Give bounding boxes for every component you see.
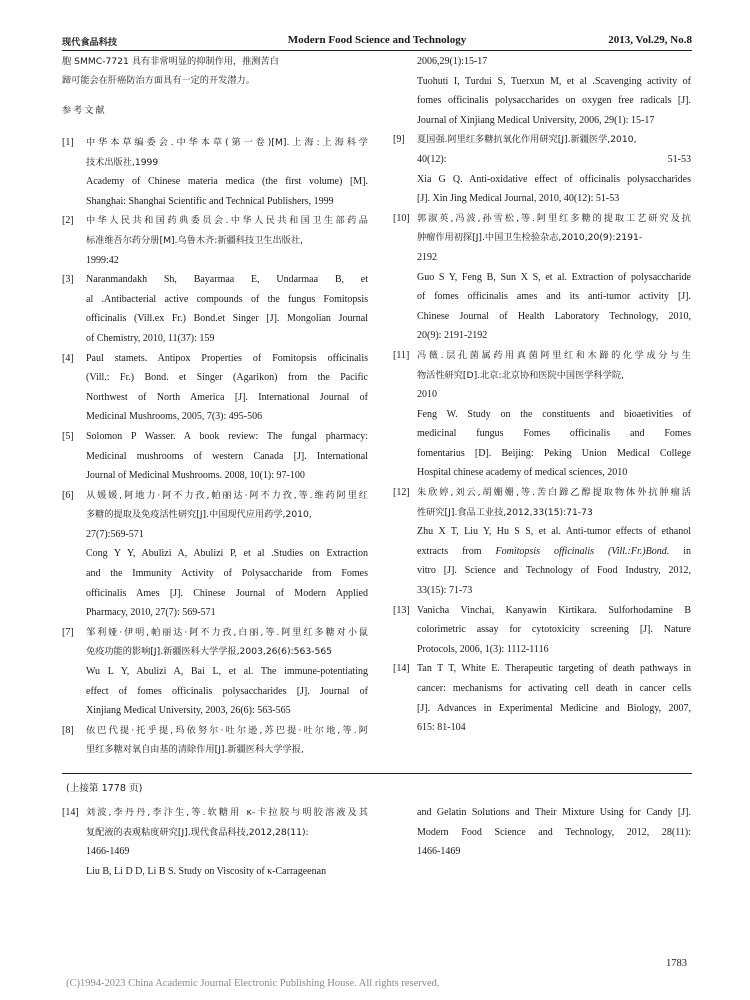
reference-line: effect of fomes officinalis polysaccharides [J]. Journal of [86, 685, 368, 697]
reference-line: Xinjiang Medical University, 2003, 26(6): 563-565 [86, 705, 291, 717]
reference-line: 2192 [417, 251, 437, 263]
reference-entry [62, 349, 368, 427]
species-name: Fomitopsis officinalis (Vill.:Fr.)Bond. [495, 545, 670, 557]
reference-line: 2010 [417, 389, 437, 401]
reference-line: Journal of Medicinal Mushrooms. 2008, 10(1): 97-100 [86, 470, 305, 482]
reference-line: and Gelatin Solutions and Their Mixture Using for Candy [J]. [417, 807, 691, 818]
reference-line: 物活性研究[D].北京:北京协和医院中国医学科学院, [417, 369, 624, 381]
reference-entry [393, 346, 691, 483]
reference-entry [62, 486, 368, 623]
header-rule [62, 50, 692, 51]
reference-line: colorimetric assay for cytotoxicity screening [J]. Nature [417, 624, 691, 636]
reference-number: [4] [62, 352, 74, 364]
reference-line: 依巴代提·托乎提,玛依努尔·吐尔逊,苏巴提·吐尔地,等.阿 [86, 724, 368, 736]
reference-line: 33(15): 71-73 [417, 585, 473, 597]
reference-line: Tan T T, White E. Therapeutic targeting of death pathways in [417, 663, 691, 675]
reference-number: [12] [393, 487, 410, 499]
reference-line: Protocols, 2006, 1(3): 1112-1116 [417, 643, 549, 655]
reference-line: Solomon P Wasser. A book review: The fungal pharmacy: [86, 430, 368, 442]
reference-number: [6] [62, 489, 74, 501]
reference-entry [62, 623, 368, 721]
reference-entry [393, 209, 691, 346]
reference-line: Northwest of North America [J]. International Journal of [86, 391, 368, 403]
reference-number: [14] [393, 663, 410, 675]
reference-line: 1466-1469 [86, 846, 130, 858]
reference-entry [393, 601, 691, 660]
reference-line: 刘波,李丹丹,李汴生,等.软糖用 κ-卡拉胶与明胶溶液及其 [86, 807, 368, 818]
reference-line: of Chemistry, 2010, 11(37): 159 [86, 332, 215, 344]
reference-line: of fomes officinalis ames and its anti-tumor activity [J]. [417, 291, 691, 303]
reference-number: [9] [393, 134, 405, 146]
reference-line: Liu B, Li D D, Li B S. Study on Viscosity of κ-Carrageenan [86, 865, 327, 877]
reference-line: Pharmacy, 2010, 27(7): 569-571 [86, 607, 216, 619]
intro-line: 胞 SMMC-7721 具有非常明显的抑制作用，推测苦白 [62, 56, 279, 67]
reference-line: Medicinal mushrooms of western Canada [J]. International [86, 450, 368, 462]
reference-line: 肿瘤作用初探[J].中国卫生检验杂志,2010,20(9):2191- [417, 232, 643, 244]
journal-name-en: Modern Food Science and Technology [287, 34, 467, 46]
reference-entry [62, 427, 368, 486]
reference-line: Paul stamets. Antipox Properties of Fomitopsis officinalis [86, 352, 368, 364]
continued-left-column [62, 803, 368, 881]
reference-line: 标准维吾尔药分册[M].乌鲁木齐:新疆科技卫生出版社, [86, 234, 303, 246]
reference-entry [393, 52, 691, 130]
reference-line: 1999:42 [86, 254, 119, 266]
reference-entry [62, 211, 368, 270]
reference-line: officinalis Ames [J]. Chinese Journal of Modern Applied [86, 587, 368, 599]
reference-entry [393, 483, 691, 601]
reference-line: fomes officinalis polysaccharides on oxygen free radicals [J]. [417, 95, 691, 107]
reference-number: [8] [62, 724, 74, 736]
copyright-footer: (C)1994-2023 China Academic Journal Electronic Publishing House. All rights reserved. [66, 978, 440, 989]
page-number: 1783 [666, 958, 687, 969]
reference-line: 中华人民共和国药典委员会.中华人民共和国卫生部药品 [86, 215, 368, 227]
reference-line: Naranmandakh Sh, Bayarmaa E, Undarmaa B, et [86, 274, 368, 286]
reference-line: Tuohuti I, Turdui S, Tuerxun M, et al .Scavenging activity of [417, 75, 691, 87]
reference-line: 邹利娅·伊明,帕丽达·阿不力孜,白丽,等.阿里红多糖对小鼠 [86, 626, 368, 638]
references-left-column [62, 133, 368, 760]
journal-name-cn: 现代食品科技 [62, 37, 118, 48]
reference-number: [7] [62, 626, 74, 638]
reference-line: Modern Food Science and Technology, 2012, 28(11): [417, 826, 691, 838]
reference-line: Vanicha Vinchai, Kanyawin Kirtikara. Sulforhodamine B [417, 604, 691, 616]
reference-number: [1] [62, 137, 74, 148]
reference-line: Guo S Y, Feng B, Sun X S, et al. Extraction of polysaccharide [417, 271, 691, 283]
reference-entry [62, 133, 368, 211]
reference-line: Medicinal Mushrooms, 2005, 7(3): 495-506 [86, 411, 263, 423]
issue-info: 2013, Vol.29, No.8 [608, 34, 692, 46]
reference-line: Feng W. Study on the constituents and bioaetivities of [417, 408, 691, 420]
reference-line: 1466-1469 [417, 846, 461, 858]
intro-paragraph [62, 52, 368, 90]
reference-line: fomentarius [D]. Beijing: Peking Union Medical College [417, 447, 691, 459]
reference-line: 多糖的提取及免疫活性研究[J].中国现代应用药学,2010, [86, 509, 312, 521]
reference-line: Xia G Q. Anti-oxidative effect of officinalis polysaccharides [417, 173, 691, 185]
reference-line: 冯薇.层孔菌属药用真菌阿里红和木蹄的化学成分与生 [417, 349, 691, 361]
reference-line: vitro [J]. Science and Technology of Food Industry, 2012, [417, 565, 691, 577]
reference-number: [10] [393, 212, 410, 224]
reference-entry [62, 721, 368, 760]
reference-line: Chinese Journal of Health Laboratory Technology, 2010, [417, 310, 691, 322]
reference-line: 复配液的表观粘度研究[J].现代食品科技,2012,28(11): [86, 826, 309, 838]
references-heading: 参考文献 [62, 105, 107, 116]
reference-line: 中华本草编委会.中华本草(第一卷)[M].上海:上海科学 [86, 137, 368, 148]
reference-line: Hospital chinese academy of medical sciences, 2010 [417, 467, 628, 479]
reference-line: 从媛媛,阿地力·阿不力孜,帕丽达·阿不力孜,等.维药阿里红 [86, 489, 368, 501]
reference-line: 2006,29(1):15-17 [417, 56, 488, 67]
reference-entry [393, 803, 691, 862]
reference-line: 技术出版社,1999 [86, 156, 159, 168]
reference-entry [393, 130, 691, 208]
reference-line: 20(9): 2191-2192 [417, 330, 488, 342]
reference-line: 性研究[J].食品工业技,2012,33(15):71-73 [417, 506, 593, 518]
reference-line: Journal of Xinjiang Medical University, 2006, 29(1): 15-17 [417, 114, 655, 126]
reference-line: 免疫功能的影响[J].新疆医科大学学报,2003,26(6):563-565 [86, 646, 333, 658]
reference-entry [393, 659, 691, 737]
references-right-column [393, 52, 691, 738]
reference-number: [5] [62, 430, 74, 442]
reference-line: Zhu X T, Liu Y, Hu S S, et al. Anti-tumor effects of ethanol [417, 526, 691, 538]
reference-line: 615: 81-104 [417, 722, 466, 734]
reference-line: extracts from Fomitopsis officinalis (Vill.:Fr.)Bond. in [417, 545, 691, 557]
reference-number: [3] [62, 274, 74, 286]
reference-line: 40(12): 51-53 [417, 153, 691, 165]
reference-number: [14] [62, 807, 79, 818]
reference-line: 夏国强.阿里红多糖抗氧化作用研究[J].新疆医学,2010, [417, 134, 637, 146]
reference-line: medicinal fungus Fomes officinalis and Fomes [417, 428, 691, 440]
reference-entry [62, 270, 368, 348]
reference-number: [13] [393, 604, 410, 616]
reference-line: officinalis (Vill.ex Fr.) Bond.et Singer [J]. Mongolian Journal [86, 313, 368, 325]
reference-line: 郭淑英,冯波,孙雪松,等.阿里红多糖的提取工艺研究及抗 [417, 212, 691, 224]
reference-line: 里红多糖对氧自由基的清除作用[J].新疆医科大学学报, [86, 744, 304, 756]
reference-line: 27(7):569-571 [86, 528, 144, 540]
reference-number: [11] [393, 349, 410, 361]
continued-right-column [393, 803, 691, 862]
reference-line: and the Immunity Activity of Polysaccharide from Fomes [86, 568, 368, 580]
reference-line: Academy of Chinese materia medica (the first volume) [M]. [86, 176, 368, 188]
reference-line: al .Antibacterial active compounds of the fungus Fomitopsis [86, 293, 368, 305]
reference-line: [J]. Xin Jing Medical Journal, 2010, 40(12): 51-53 [417, 193, 620, 205]
section-divider [62, 773, 692, 774]
continued-label: (上接第 1778 页) [66, 783, 143, 794]
reference-line: 朱欣婷,刘云,胡姗姗,等.苦白蹄乙醇提取物体外抗肿瘤活 [417, 487, 691, 499]
reference-number: [2] [62, 215, 74, 227]
reference-line: (Vill.: Fr.) Bond. et Singer (Agarikon) from the Pacific [86, 372, 368, 384]
running-header [62, 34, 692, 50]
reference-line: [J]. Advances in Experimental Medicine and Biology, 2007, [417, 702, 691, 714]
reference-line: Cong Y Y, Abulizi A, Abulizi P, et al .Studies on Extraction [86, 548, 368, 560]
reference-line: Shanghai: Shanghai Scientific and Technical Publishers, 1999 [86, 195, 334, 207]
reference-line: cancer: mechanisms for activating cell death in cancer cells [417, 683, 691, 694]
reference-line: Wu L Y, Abulizi A, Bai L, et al. The immune-potentiating [86, 666, 368, 678]
intro-line: 蹄可能会在肝癌防治方面具有一定的开发潜力。 [62, 75, 255, 86]
reference-entry [62, 803, 368, 881]
